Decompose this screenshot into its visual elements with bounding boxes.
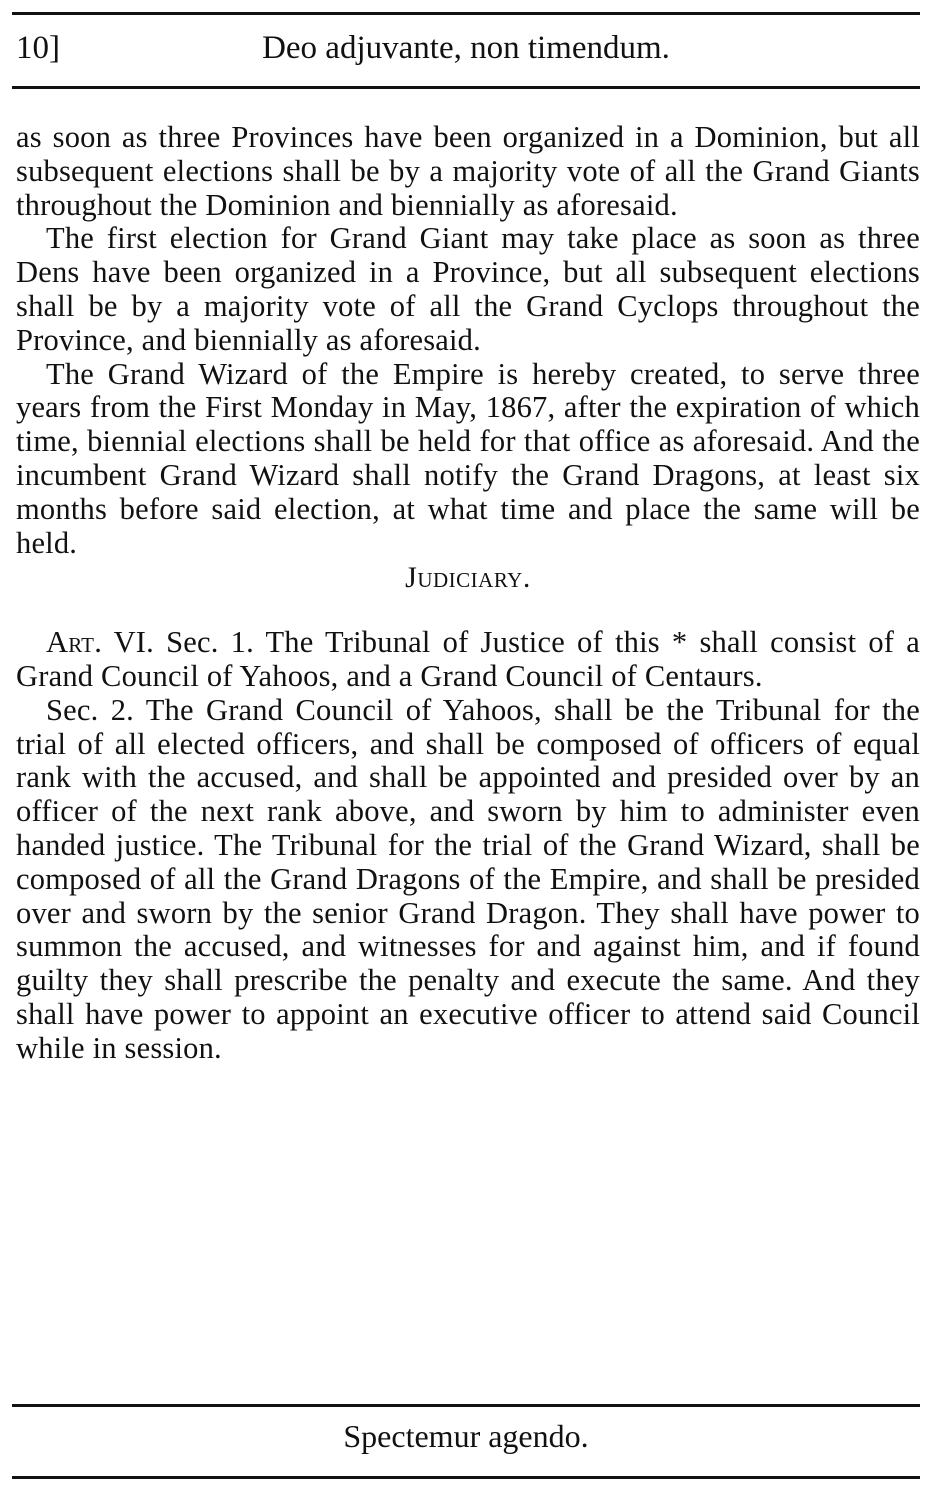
article-label: Art. VI. [46,625,154,660]
header-rule [12,86,920,89]
paragraph-art-vi-sec-2: Sec. 2. The Grand Council of Yahoos, shall be the Tribunal for the trial of all elected officers, and shall be composed of officers of equal rank with the accused, and shall be appointed and presided over by an officer of the next rank above, and sworn by him to administer even handed justice. The Tribunal for the trial of the Grand Wizard, shall be composed of all the Grand Dragons of the Empire, and shall be presided over and sworn by the senior Grand Dragon. They shall have power to summon the accused, and witnesses for and against him, and if found guilty they shall prescribe the penalty and execute the same. And they shall have power to appoint an executive officer to attend said Council while in session. [16,692,920,1065]
section-heading-judiciary: Judiciary. [405,561,531,595]
running-header [12,24,920,72]
top-rule [12,12,920,15]
art-vi-sec-1-text: Sec. 1. The Tribunal of Justice of this * shall consist of a Grand Council of Yahoos, and a Grand Council of Centaurs. [16,625,920,693]
body-text [16,121,920,1066]
document-page [12,0,920,1493]
running-title: Deo adjuvante, non timendum. [262,30,670,66]
footer-rule [12,1404,920,1407]
page-number: 10] [16,30,60,66]
paragraph-art-vi-sec-1 [16,626,920,694]
paragraph-grand-giant-election: The first election for Grand Giant may take place as soon as three Dens have been organized in a Province, but all subsequent elections shall be by a majority vote of all the Grand Cyclops throughout the Province, and biennially as aforesaid. [16,221,920,357]
paragraph-grand-wizard: The Grand Wizard of the Empire is hereby created, to serve three years from the First Monday in May, 1867, after the expiration of which time, biennial elections shall be held for that office as aforesaid. And the incumbent Grand Wizard shall notify the Grand Dragons, at least six months before said election, at what time and place the same will be held. [16,356,920,560]
bottom-rule [12,1476,920,1479]
paragraph-continued: as soon as three Provinces have been organized in a Dominion, but all subsequent elections shall be by a majority vote of all the Grand Giants throughout the Dominion and biennially as aforesaid. [16,120,920,222]
footer-motto: Spectemur agendo. [343,1418,589,1454]
